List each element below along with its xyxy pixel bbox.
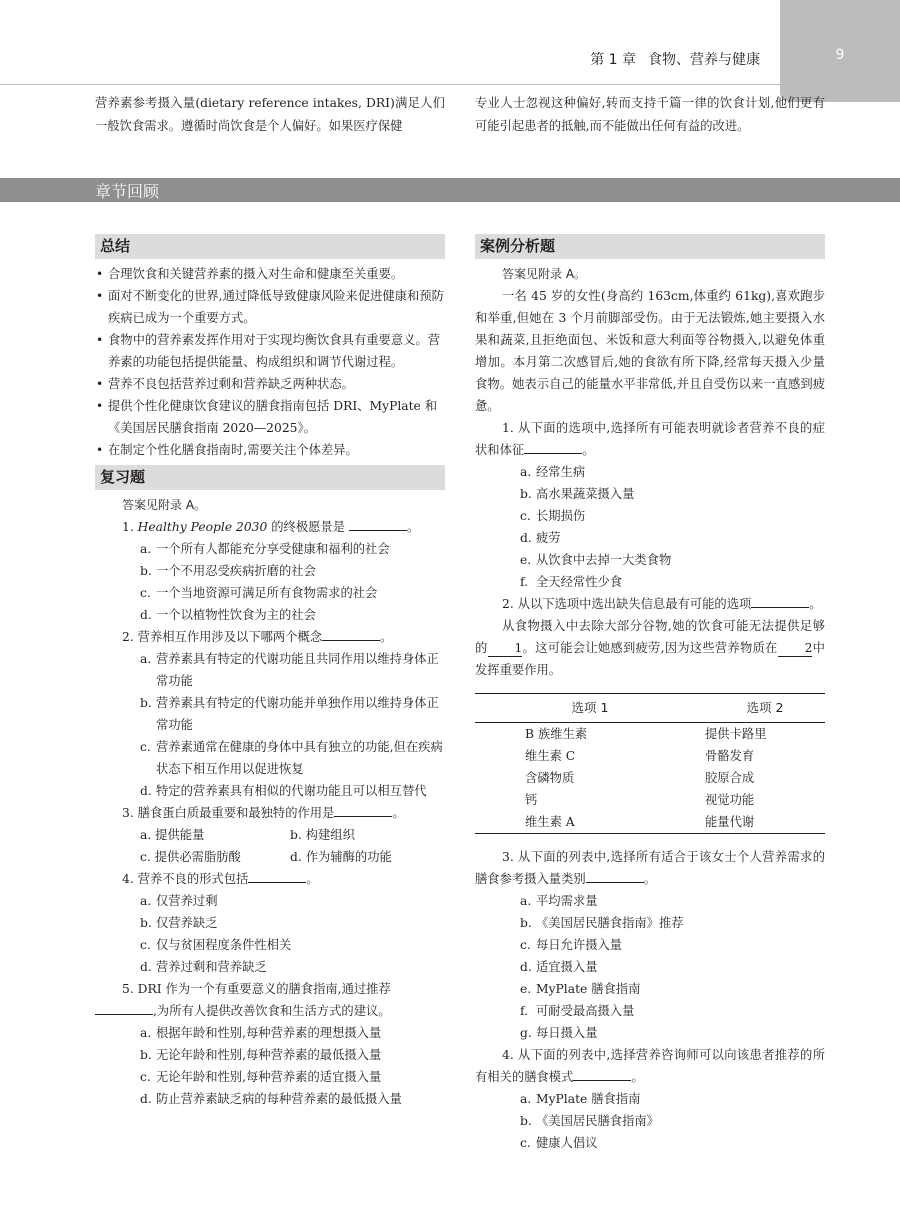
option-text: 高水果蔬菜摄入量 bbox=[536, 487, 635, 501]
option-text: 无论年龄和性别,每种营养素的适宜摄入量 bbox=[156, 1070, 382, 1084]
chapter-review-banner bbox=[0, 178, 900, 202]
option-letter: a. bbox=[140, 894, 152, 908]
summary-item: • 在制定个性化膳食指南时,需要关注个体差异。 bbox=[95, 439, 445, 461]
option-letter: c. bbox=[140, 740, 151, 754]
option bbox=[95, 934, 445, 956]
option bbox=[475, 505, 825, 527]
option-letter: f. bbox=[520, 1004, 529, 1018]
question-text: 4. 从下面的列表中,选择营养咨询师可以向该患者推荐的所有相关的膳食模式 bbox=[475, 1048, 825, 1084]
option bbox=[95, 560, 445, 582]
option-letter: e. bbox=[520, 553, 532, 567]
option-letter: c. bbox=[140, 586, 151, 600]
option bbox=[475, 1022, 825, 1044]
option bbox=[290, 846, 440, 868]
question-end: 。 bbox=[643, 872, 656, 886]
review-question-3 bbox=[95, 802, 445, 824]
table-cell: 骨骼发育 bbox=[705, 749, 755, 763]
option-letter: d. bbox=[140, 608, 152, 622]
option-row bbox=[95, 846, 445, 868]
option-text: 每日摄入量 bbox=[536, 1026, 598, 1040]
table-cell: 能量代谢 bbox=[705, 811, 825, 834]
table-cell: 胶原合成 bbox=[705, 771, 755, 785]
question-end: 。 bbox=[392, 806, 405, 820]
option-letter: b. bbox=[140, 916, 152, 930]
answer-blank bbox=[322, 626, 380, 641]
fill-text: 从食物摄入中去除大部分谷物,她的饮食可能无法提供足够的 bbox=[475, 619, 825, 655]
option-letter: b. bbox=[520, 1114, 532, 1128]
option-text: 提供能量 bbox=[155, 828, 205, 842]
option-letter: d. bbox=[520, 960, 532, 974]
option-letter: d. bbox=[140, 784, 152, 798]
italic-title: Healthy People 2030 bbox=[137, 520, 268, 534]
option-text: 营养素具有特定的代谢功能并单独作用以维持身体正常功能 bbox=[156, 696, 439, 732]
chapter-title: 食物、营养与健康 bbox=[648, 52, 760, 68]
table-header: 选项 1 bbox=[475, 694, 705, 723]
summary-item: • 提供个性化健康饮食建议的膳食指南包括 DRI、MyPlate 和《美国居民膳食指南 2020—2025》。 bbox=[95, 395, 445, 439]
option-row bbox=[95, 824, 445, 846]
case-question-3 bbox=[475, 846, 825, 890]
option-letter: a. bbox=[140, 652, 152, 666]
option-letter: d. bbox=[290, 850, 302, 864]
option-text: 提供必需脂肪酸 bbox=[154, 850, 241, 864]
option bbox=[140, 824, 290, 846]
option bbox=[475, 1088, 825, 1110]
answer-blank bbox=[334, 802, 392, 817]
option bbox=[95, 1044, 445, 1066]
review-question-1 bbox=[95, 516, 445, 538]
option-text: 构建组织 bbox=[305, 828, 355, 842]
table-row bbox=[475, 811, 825, 834]
option bbox=[95, 692, 445, 736]
option-letter: a. bbox=[520, 894, 532, 908]
option-text: 仅与贫困程度条件性相关 bbox=[156, 938, 292, 952]
option-letter: g. bbox=[520, 1026, 532, 1040]
question-text: 5. DRI 作为一个有重要意义的膳食指南,通过推荐 bbox=[122, 982, 391, 996]
option-letter: b. bbox=[520, 916, 532, 930]
option-text: 无论年龄和性别,每种营养素的最低摄入量 bbox=[156, 1048, 382, 1062]
option bbox=[95, 780, 445, 802]
question-end: 。 bbox=[631, 1070, 644, 1084]
option-letter: c. bbox=[520, 509, 531, 523]
question-text: 2. 营养相互作用涉及以下哪两个概念 bbox=[122, 630, 323, 644]
option-text: 疲劳 bbox=[536, 531, 561, 545]
option-text: 从饮食中去掉一大类食物 bbox=[536, 553, 672, 567]
summary-item: • 合理饮食和关键营养素的摄入对生命和健康至关重要。 bbox=[95, 263, 445, 285]
fill-blank-1: 1 bbox=[488, 641, 523, 657]
question-end: 。 bbox=[406, 520, 420, 534]
answer-blank bbox=[248, 868, 306, 883]
summary-item: • 面对不断变化的世界,通过降低导致健康风险来促进健康和预防疾病已成为一个重要方式。 bbox=[95, 285, 445, 329]
option bbox=[475, 1110, 825, 1132]
option-letter: a. bbox=[140, 542, 152, 556]
case-question-2 bbox=[475, 593, 825, 615]
fill-blank-2: 2 bbox=[778, 641, 813, 657]
table-cell: 提供卡路里 bbox=[705, 727, 767, 741]
option bbox=[475, 549, 825, 571]
option-text: 一个以植物性饮食为主的社会 bbox=[156, 608, 316, 622]
table-cell: 含磷物质 bbox=[525, 771, 575, 785]
option-text: 作为辅酶的功能 bbox=[305, 850, 392, 864]
review-answer-note: 答案见附录 A。 bbox=[122, 498, 207, 512]
option bbox=[475, 527, 825, 549]
option bbox=[95, 912, 445, 934]
question-end: 。 bbox=[582, 443, 595, 457]
intro-text-right: 专业人士忽视这种偏好,转而支持千篇一律的饮食计划,他们更有可能引起患者的抵触,而不能做出任何有益的改进。 bbox=[475, 96, 825, 133]
review-question-2 bbox=[95, 626, 445, 648]
option bbox=[95, 538, 445, 560]
table-cell: B 族维生素 bbox=[525, 727, 588, 741]
option-text: 可耐受最高摄入量 bbox=[536, 1004, 635, 1018]
question-end: 。 bbox=[306, 872, 319, 886]
option bbox=[95, 956, 445, 978]
right-column bbox=[475, 234, 825, 1154]
option-text: MyPlate 膳食指南 bbox=[536, 1092, 641, 1106]
table-row bbox=[475, 723, 825, 746]
option bbox=[95, 1022, 445, 1044]
review-question-5 bbox=[95, 978, 445, 1022]
question-text-cont: ,为所有人提供改善饮食和生活方式的建议。 bbox=[153, 1004, 391, 1018]
table-row bbox=[475, 767, 825, 789]
option-letter: c. bbox=[520, 938, 531, 952]
option-text: 根据年龄和性别,每种营养素的理想摄入量 bbox=[156, 1026, 382, 1040]
review-heading: 复习题 bbox=[95, 465, 445, 490]
option bbox=[475, 978, 825, 1000]
fill-text: 中发挥重要作用。 bbox=[475, 641, 825, 677]
option bbox=[475, 1132, 825, 1154]
option-letter: c. bbox=[140, 938, 151, 952]
option-letter: b. bbox=[140, 696, 152, 710]
review-question-4 bbox=[95, 868, 445, 890]
option bbox=[95, 604, 445, 626]
option bbox=[475, 956, 825, 978]
option bbox=[95, 648, 445, 692]
option-letter: b. bbox=[520, 487, 532, 501]
option-text: 每日允许摄入量 bbox=[536, 938, 623, 952]
option-text: 一个所有人都能充分享受健康和福利的社会 bbox=[156, 542, 390, 556]
option bbox=[475, 571, 825, 593]
option-letter: c. bbox=[140, 850, 151, 864]
option bbox=[475, 461, 825, 483]
answer-blank bbox=[95, 1000, 153, 1015]
case-paragraph: 一名 45 岁的女性(身高约 163cm,体重约 61kg),喜欢跑步和举重,但她在 3 个月前脚部受伤。由于无法锻炼,她主要摄入水果和蔬菜,且拒绝面包、米饭和意大利面等谷物摄入,以避免体重增加。本月第二次感冒后,她的食欲有所下降,经常每天摄入少量食物。她表示自己的能量水平非常低,并且自受伤以来一直感到疲惫。 bbox=[475, 289, 825, 413]
option-text: 适宜摄入量 bbox=[536, 960, 598, 974]
option bbox=[95, 1066, 445, 1088]
summary-heading: 总结 bbox=[95, 234, 445, 259]
case-answer-note: 答案见附录 A。 bbox=[502, 267, 587, 281]
option-text: 全天经常性少食 bbox=[536, 575, 623, 589]
option bbox=[95, 890, 445, 912]
option-text: 特定的营养素具有相似的代谢功能且可以相互替代 bbox=[156, 784, 427, 798]
answer-blank bbox=[573, 1066, 631, 1081]
option bbox=[475, 1000, 825, 1022]
option-text: 营养素通常在健康的身体中具有独立的功能,但在疾病状态下相互作用以促进恢复 bbox=[156, 740, 443, 776]
question-end: 。 bbox=[380, 630, 393, 644]
option-letter: b. bbox=[290, 828, 302, 842]
option-letter: d. bbox=[140, 960, 152, 974]
answer-blank bbox=[751, 593, 809, 608]
case-question-1 bbox=[475, 417, 825, 461]
summary-item: • 营养不良包括营养过剩和营养缺乏两种状态。 bbox=[95, 373, 445, 395]
question-text: 2. 从以下选项中选出缺失信息最有可能的选项 bbox=[502, 597, 752, 611]
option bbox=[475, 934, 825, 956]
table-cell: 维生素 A bbox=[475, 811, 705, 834]
option-letter: b. bbox=[140, 564, 152, 578]
question-text: 1. 从下面的选项中,选择所有可能表明就诊者营养不良的症状和体征 bbox=[475, 421, 825, 457]
option-text: 平均需求量 bbox=[536, 894, 598, 908]
option bbox=[475, 483, 825, 505]
summary-item: • 食物中的营养素发挥作用对于实现均衡饮食具有重要意义。营养素的功能包括提供能量、构成组织和调节代谢过程。 bbox=[95, 329, 445, 373]
option-text: 健康人倡议 bbox=[536, 1136, 598, 1150]
option-text: 仅营养过剩 bbox=[156, 894, 218, 908]
option bbox=[475, 890, 825, 912]
option bbox=[95, 1088, 445, 1110]
case-question-4 bbox=[475, 1044, 825, 1088]
option-letter: a. bbox=[140, 1026, 152, 1040]
table-cell: 钙 bbox=[525, 793, 538, 807]
option-text: MyPlate 膳食指南 bbox=[536, 982, 641, 996]
option bbox=[95, 736, 445, 780]
answer-blank bbox=[349, 516, 407, 531]
question-end: 。 bbox=[809, 597, 822, 611]
option-letter: c. bbox=[520, 1136, 531, 1150]
options-table bbox=[475, 693, 825, 834]
option bbox=[140, 846, 290, 868]
option-text: 营养过剩和营养缺乏 bbox=[156, 960, 267, 974]
option-letter: a. bbox=[520, 1092, 532, 1106]
option-text: 一个当地资源可满足所有食物需求的社会 bbox=[156, 586, 378, 600]
chapter-number: 第 1 章 bbox=[590, 52, 636, 68]
option-letter: f. bbox=[520, 575, 529, 589]
option-text: 《美国居民膳食指南》 bbox=[536, 1114, 659, 1128]
fill-text: 。这可能会让她感到疲劳,因为这些营养物质在 bbox=[522, 641, 778, 655]
table-row bbox=[475, 745, 825, 767]
option-text: 《美国居民膳食指南》推荐 bbox=[536, 916, 684, 930]
option-letter: d. bbox=[520, 531, 532, 545]
table-header-row bbox=[475, 694, 825, 723]
option bbox=[290, 824, 440, 846]
running-header bbox=[590, 49, 760, 69]
page-number-tab bbox=[780, 0, 900, 102]
option-text: 营养素具有特定的代谢功能且共同作用以维持身体正常功能 bbox=[156, 652, 439, 688]
option-text: 防止营养素缺乏病的每种营养素的最低摄入量 bbox=[156, 1092, 402, 1106]
case-question-2-fill bbox=[475, 615, 825, 681]
option bbox=[475, 912, 825, 934]
question-number: 1. bbox=[122, 520, 134, 534]
option-letter: d. bbox=[140, 1092, 152, 1106]
question-text: 3. 从下面的列表中,选择所有适合于该女士个人营养需求的膳食参考摄入量类别 bbox=[475, 850, 825, 886]
question-text: 4. 营养不良的形式包括 bbox=[122, 872, 249, 886]
answer-blank bbox=[524, 439, 582, 454]
option-letter: a. bbox=[140, 828, 152, 842]
page-number: 9 bbox=[835, 47, 845, 63]
option-text: 长期损伤 bbox=[536, 509, 586, 523]
table-cell: 维生素 C bbox=[525, 749, 576, 763]
left-column bbox=[95, 234, 445, 1110]
option-letter: c. bbox=[140, 1070, 151, 1084]
option-text: 一个不用忍受疾病折磨的社会 bbox=[156, 564, 316, 578]
question-text: 的终极愿景是 bbox=[267, 520, 346, 534]
answer-blank bbox=[586, 868, 644, 883]
option-letter: e. bbox=[520, 982, 532, 996]
option-text: 经常生病 bbox=[536, 465, 586, 479]
option-text: 仅营养缺乏 bbox=[156, 916, 218, 930]
case-heading: 案例分析题 bbox=[475, 234, 825, 259]
option-letter: a. bbox=[520, 465, 532, 479]
chapter-review-title: 章节回顾 bbox=[95, 182, 160, 201]
option-letter: b. bbox=[140, 1048, 152, 1062]
option bbox=[95, 582, 445, 604]
intro-text-left: 营养素参考摄入量(dietary reference intakes, DRI)满足人们一般饮食需求。遵循时尚饮食是个人偏好。如果医疗保健 bbox=[95, 96, 445, 133]
question-text: 3. 膳食蛋白质最重要和最独特的作用是 bbox=[122, 806, 335, 820]
table-row bbox=[475, 789, 825, 811]
table-cell: 视觉功能 bbox=[705, 793, 755, 807]
header-rule bbox=[0, 84, 785, 85]
table-header: 选项 2 bbox=[705, 694, 825, 723]
